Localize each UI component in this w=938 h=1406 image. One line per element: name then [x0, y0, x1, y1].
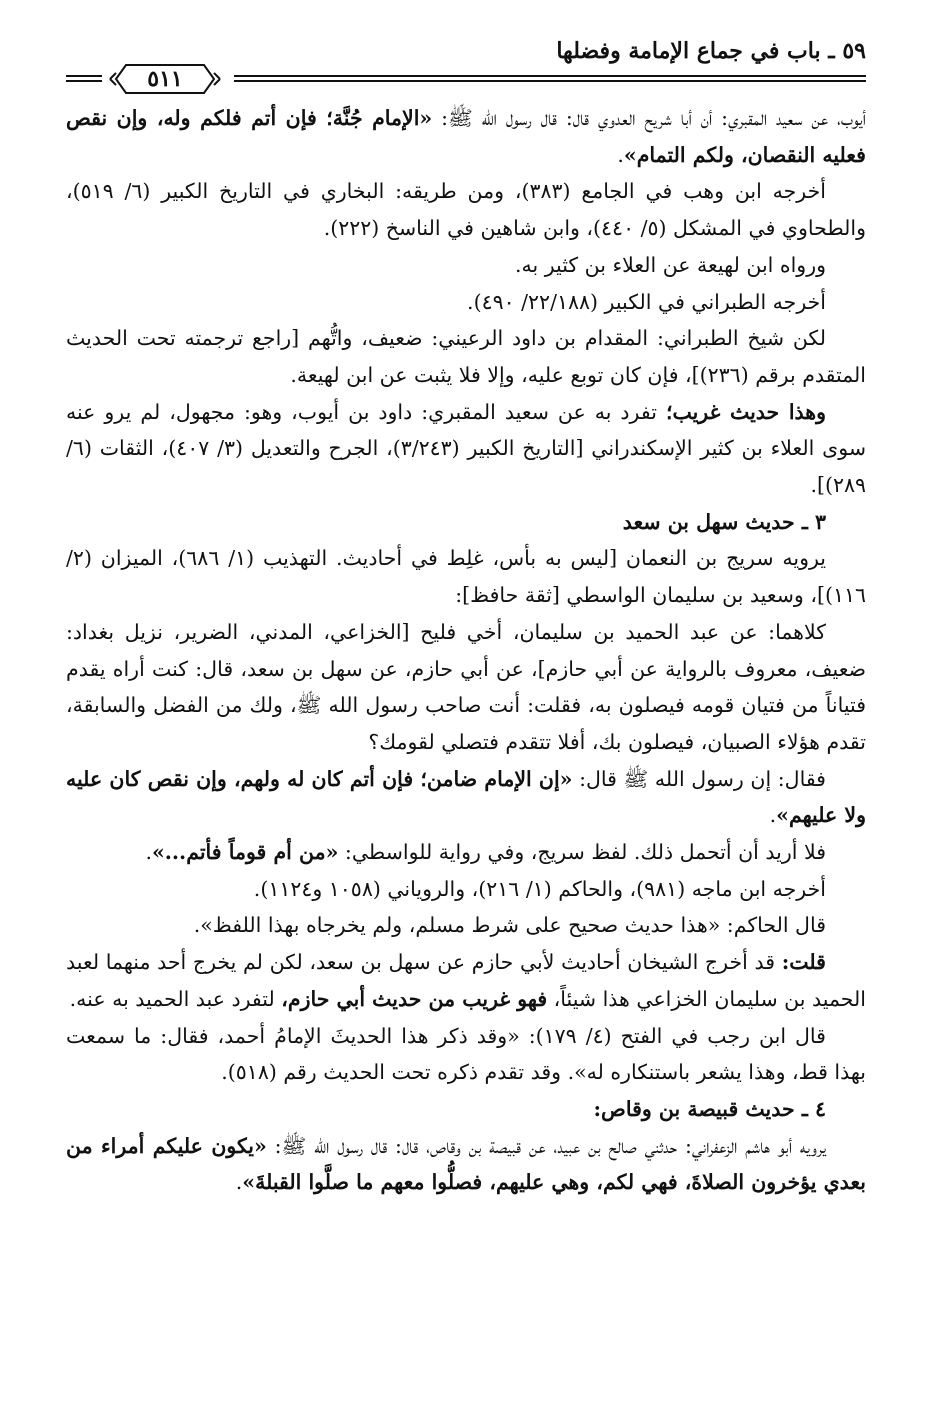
paragraph: أخرجه ابن وهب في الجامع (٣٨٣)، ومن طريقه: البخاري في التاريخ الكبير (٦/ ٥١٩)، والطحاوي في المشكل (٥/ ٤٤٠)، وابن شاهين في الناسخ (٢٢٢). — [66, 179, 866, 241]
paragraph: أيوب، عن سعيد المقبري: أن أبا شريح العدوي قال: قال رسول الله ﷺ: «الإمام جُنَّة؛ فإن أتم فلكم وله، وإن نقص فعليه النقصان، ولكم التمام». — [66, 106, 866, 167]
section-heading: ٤ ـ حديث قبيصة بن وقاص: — [593, 1096, 826, 1121]
page-number-badge — [102, 60, 228, 98]
header-rule-left — [66, 75, 102, 82]
paragraph: قال ابن رجب في الفتح (٤/ ١٧٩): «وقد ذكر هذا الحديثَ الإمامُ أحمد، فقال: ما سمعت بهذا قط، وهذا يشعر باستنكاره له». وقد تقدم ذكره تحت الحديث رقم (٥١٨). — [66, 1023, 866, 1085]
header-rule-right — [234, 75, 866, 82]
paragraph: أخرجه الطبراني في الكبير (٢٢/١٨٨/ ٤٩٠). — [467, 289, 826, 314]
hadith-text: «الإمام جُنَّة؛ فإن أتم فلكم وله، وإن نقص فعليه النقصان، ولكم التمام» — [66, 106, 866, 167]
paragraph: فقال: إن رسول الله ﷺ قال: «إن الإمام ضامن؛ فإن أتم كان له ولهم، وإن نقص كان عليه ولا عليهم». — [66, 766, 866, 828]
paragraph: كلاهما: عن عبد الحميد بن سليمان، أخي فليح [الخزاعي، المدني، الضرير، نزيل بغداد: ضعيف، معروف بالرواية عن أبي حازم]، عن أبي حازم، عن سهل بن سعد، قال: كنت أراه يقدم فتياناً من فتيان قومه فيصلون به، فقلت: أنت صاحب رسول الله ﷺ، ولك من الفضل والسابقة، تقدم هؤلاء الصبيان، فيصلون بك، أفلا تتقدم فتصلي لقومك؟ — [66, 619, 866, 754]
hadith-text: «يكون عليكم أمراء من بعدي يؤخرون الصلاةَ، فهي لكم، وهي عليهم، فصلُّوا معهم ما صلَّوا القبلةَ» — [66, 1133, 866, 1195]
paragraph: يرويه أبو هاشم الزعفراني: حدثني صالح بن عبيد، عن قبيصة بن وقاص، قال: قال رسول الله ﷺ: «يكون عليكم أمراء من بعدي يؤخرون الصلاةَ، فهي لكم، وهي عليهم، فصلُّوا معهم ما صلَّوا القبلةَ». — [66, 1133, 866, 1195]
paragraph: وهذا حديث غريب؛ تفرد به عن سعيد المقبري: داود بن أيوب، وهو: مجهول، لم يرو عنه سوى العلاء بن كثير الإسكندراني [التاريخ الكبير (٣/٢٤٣)، الجرح والتعديل (٣/ ٤٠٧)، الثقات (٦/ ٢٨٩)]. — [66, 399, 866, 498]
page-number: ٥١١ — [147, 66, 183, 92]
ruling-text: وهذا حديث غريب؛ — [665, 399, 826, 424]
paragraph: فلا أريد أن أتحمل ذلك. لفظ سريج، وفي رواية للواسطي: «من أم قوماً فأتم...». — [145, 840, 826, 865]
section-heading: ٣ ـ حديث سهل بن سعد — [622, 509, 826, 534]
hadith-text: «من أم قوماً فأتم...» — [151, 840, 339, 865]
hadith-text: «إن الإمام ضامن؛ فإن أتم كان له ولهم، وإن نقص كان عليه ولا عليهم» — [66, 766, 866, 828]
ruling-label: قلت: — [781, 950, 826, 975]
paragraph: قلت: قد أخرج الشيخان أحاديث لأبي حازم عن سهل بن سعد، لكن لم يخرج أحد منهما لعبد الحميد بن سليمان الخزاعي هذا شيئاً، فهو غريب من حديث أبي حازم، لتفرد عبد الحميد به عنه. — [66, 950, 866, 1011]
paragraph: ورواه ابن لهيعة عن العلاء بن كثير به. — [514, 252, 826, 277]
page-header — [66, 38, 866, 92]
page-body — [66, 100, 866, 1390]
ruling-text: فهو غريب من حديث أبي حازم، — [281, 986, 548, 1011]
chapter-title: ٥٩ ـ باب في جماع الإمامة وفضلها — [556, 38, 866, 64]
paragraph: أخرجه ابن ماجه (٩٨١)، والحاكم (١/ ٢١٦)، والروياني (١٠٥٨ و١١٢٤). — [253, 876, 826, 901]
paragraph: لكن شيخ الطبراني: المقدام بن داود الرعيني: ضعيف، واتُّهم [راجع ترجمته تحت الحديث المتقدم برقم (٢٣٦)]، فإن كان توبع عليه، وإلا فلا يثبت عن ابن لهيعة. — [66, 326, 866, 387]
paragraph: يرويه سريج بن النعمان [ليس به بأس، غلِط في أحاديث. التهذيب (١/ ٦٨٦)، الميزان (٢/ ١١٦)]، وسعيد بن سليمان الواسطي [ثقة حافظ]: — [66, 546, 866, 608]
paragraph: قال الحاكم: «هذا حديث صحيح على شرط مسلم، ولم يخرجاه بهذا اللفظ». — [193, 913, 826, 938]
